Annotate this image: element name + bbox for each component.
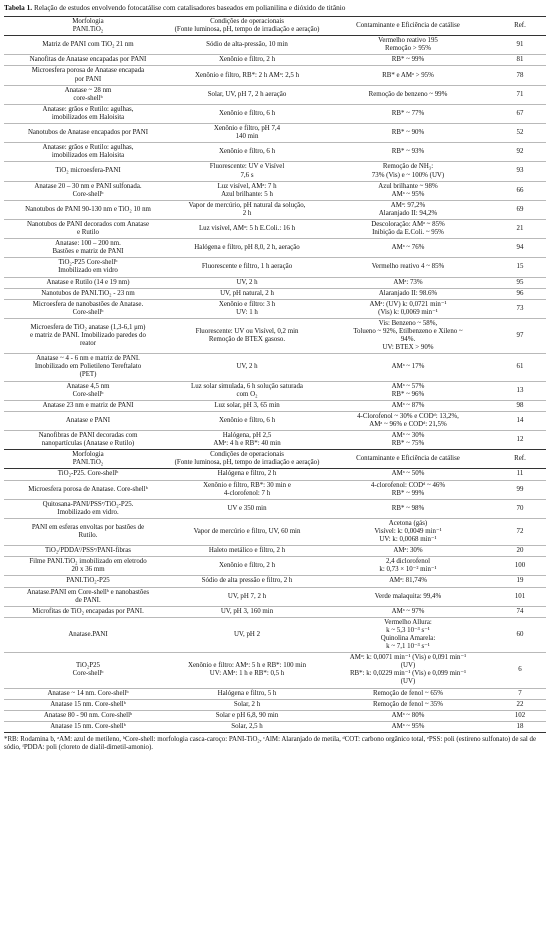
cell-contaminante: Remoção de fenol ~ 65%	[322, 688, 494, 699]
cell-condicoes: Xenônio e filtro, 6 h	[172, 411, 322, 430]
cell-ref: 93	[494, 162, 546, 181]
cell-ref: 78	[494, 66, 546, 85]
cell-ref: 70	[494, 499, 546, 518]
cell-morfologia: Anatase 15 nm. Core-shellᵇ	[4, 721, 172, 732]
cell-morfologia: Matriz de PANI com TiO₂ 21 nm	[4, 36, 172, 55]
table-caption	[4, 3, 546, 12]
cell-condicoes: Halógena, pH 2,5 AMᵃ: 4 h e RB*: 40 min	[172, 431, 322, 450]
cell-ref: 60	[494, 617, 546, 652]
cell-ref: 15	[494, 258, 546, 277]
cell-condicoes: Luz visível, AMᵃ: 7 h Azul brilhante: 5 h	[172, 181, 322, 200]
cell-condicoes: Xenônio e filtro, 6 h	[172, 143, 322, 162]
cell-morfologia: Filme PANI.TiO₂ imobilizado em eletrodo 20 x 36 mm	[4, 557, 172, 576]
cell-condicoes: Solar, UV, pH 7, 2 h aeração	[172, 85, 322, 104]
cell-condicoes: UV e 350 min	[172, 499, 322, 518]
table-row	[4, 557, 546, 576]
table-row	[4, 411, 546, 430]
cell-condicoes: Sódio de alta-pressão, 10 min	[172, 36, 322, 55]
cell-condicoes: Halógena e filtro, pH 8,0, 2 h, aeração	[172, 239, 322, 258]
cell-morfologia: TiO₂/PDDAᶠ/PSSᵉ/PANI-fibras	[4, 546, 172, 557]
table-row	[4, 480, 546, 499]
cell-condicoes: Solar, 2 h	[172, 699, 322, 710]
table-row	[4, 200, 546, 219]
col-header-ref: Ref.	[494, 17, 546, 36]
table-row	[4, 587, 546, 606]
cell-ref: 69	[494, 200, 546, 219]
table-row	[4, 162, 546, 181]
cell-morfologia: Anatase ~ 28 nm core-shellᵇ	[4, 85, 172, 104]
cell-contaminante: RB* ~ 90%	[322, 124, 494, 143]
cell-condicoes: Xenônio e filtro, 6 h	[172, 104, 322, 123]
cell-contaminante: RB* ~ 99%	[322, 55, 494, 66]
cell-ref: 94	[494, 239, 546, 258]
cell-contaminante: AMᵃ ~ 80%	[322, 710, 494, 721]
cell-morfologia: Anatase 80 - 90 nm. Core-shellᵇ	[4, 710, 172, 721]
table-row	[4, 499, 546, 518]
table-row	[4, 318, 546, 353]
cell-contaminante: 4-Clorofenol ~ 30% e CODᵈ: 13,2%, AMᵃ ~ 96% e CODᵈ: 21,5%	[322, 411, 494, 430]
cell-condicoes: UV, pH natural, 2 h	[172, 288, 322, 299]
cell-morfologia: Anatase 23 nm e matriz de PANI	[4, 400, 172, 411]
table-header-row	[4, 17, 546, 36]
cell-contaminante: AMᵃ ~ 57% RB* ~ 96%	[322, 381, 494, 400]
cell-contaminante: Alaranjado II: 98.6%	[322, 288, 494, 299]
table-footnote: *RB: Rodamina b, ᵃAM: azul de metileno, ᵇCore-shell: morfologia casca-caroço: PANI-TiO₂, ᶜAlM: Alaranjado de metila, ᵈCOT: carbono orgânico total, ᵉPSS: poli (estireno sulfonato) de sal de sódio, ᶠPDDA: poli (cloreto de dialil-dimetil-amonio).	[4, 735, 537, 752]
cell-condicoes: Xenônio e filtro: AMᵃ: 5 h e RB*: 100 min UV: AMᵃ: 1 h e RB*: 0,5 h	[172, 653, 322, 688]
cell-ref: 74	[494, 606, 546, 617]
cell-contaminante: Remoção de fenol ~ 35%	[322, 699, 494, 710]
cell-ref: 14	[494, 411, 546, 430]
cell-morfologia: Nanotubos de Anatase encapados por PANI	[4, 124, 172, 143]
table-row	[4, 710, 546, 721]
table-row	[4, 66, 546, 85]
cell-morfologia: Microfitas de TiO₂ encapadas por PANI.	[4, 606, 172, 617]
cell-contaminante: AMᵃ ~ 97%	[322, 606, 494, 617]
cell-condicoes: Xenônio e filtro, RB*: 30 min e 4-clorofenol: 7 h	[172, 480, 322, 499]
cell-morfologia: Microesfera de TiO₂ anatase (1,3-6,1 μm) e matriz de PANI. Imobilizado paredes do reator	[4, 318, 172, 353]
cell-ref: 12	[494, 431, 546, 450]
cell-condicoes: Sódio de alta pressão e filtro, 2 h	[172, 576, 322, 587]
cell-ref: 21	[494, 219, 546, 238]
cell-condicoes: Xenônio e filtro, pH 7,4 140 min	[172, 124, 322, 143]
cell-morfologia: Anatase 15 nm. Core-shellᵇ	[4, 699, 172, 710]
cell-morfologia: Quitosana-PANI/PSSᵉ/TiO₂-P25. Imobilizado em vidro.	[4, 499, 172, 518]
table-row	[4, 219, 546, 238]
cell-condicoes: UV, 2 h	[172, 277, 322, 288]
cell-ref: 18	[494, 721, 546, 732]
cell-morfologia: Nanofitas de Anatase encapadas por PANI	[4, 55, 172, 66]
col-header-morfologia: Morfologia PANI.TiO₂	[4, 450, 172, 469]
cell-condicoes: Fluorescente: UV e Visível 7,6 s	[172, 162, 322, 181]
table-row	[4, 721, 546, 732]
cell-contaminante: AMᵃ: 81,74%	[322, 576, 494, 587]
table-header-row-repeat	[4, 450, 546, 469]
cell-contaminante: AMᵃ ~ 17%	[322, 354, 494, 381]
col-header-ref: Ref.	[494, 450, 546, 469]
cell-morfologia: PANI em esferas envoltas por bastões de Rutilo.	[4, 518, 172, 545]
cell-contaminante: AMᵃ ~ 87%	[322, 400, 494, 411]
cell-ref: 6	[494, 653, 546, 688]
col-header-morfologia: Morfologia PANI.TiO₂	[4, 17, 172, 36]
cell-ref: 97	[494, 318, 546, 353]
cell-morfologia: Anatase: 100 – 200 nm. Bastões e matriz de PANI	[4, 239, 172, 258]
cell-ref: 20	[494, 546, 546, 557]
table-row	[4, 299, 546, 318]
cell-ref: 13	[494, 381, 546, 400]
cell-ref: 95	[494, 277, 546, 288]
cell-ref: 72	[494, 518, 546, 545]
cell-ref: 61	[494, 354, 546, 381]
cell-contaminante: Remoção de NH₃: 73% (Vis) e ~ 100% (UV)	[322, 162, 494, 181]
cell-condicoes: UV, pH 2	[172, 617, 322, 652]
table-row	[4, 55, 546, 66]
table-row	[4, 354, 546, 381]
cell-ref: 19	[494, 576, 546, 587]
cell-condicoes: Xenônio e filtro: 3 h UV: 1 h	[172, 299, 322, 318]
cell-contaminante: RB* e AMᵃ > 95%	[322, 66, 494, 85]
table-row	[4, 431, 546, 450]
cell-morfologia: Anatase e Rutilo (14 e 19 nm)	[4, 277, 172, 288]
cell-ref: 96	[494, 288, 546, 299]
table-row	[4, 239, 546, 258]
cell-contaminante: Remoção de benzeno ~ 99%	[322, 85, 494, 104]
cell-contaminante: Verde malaquita: 99,4%	[322, 587, 494, 606]
cell-contaminante: AMᵃ: 97,2% Alaranjado II: 94,2%	[322, 200, 494, 219]
table-row	[4, 606, 546, 617]
table-row	[4, 36, 546, 55]
cell-contaminante: 4-clorofenol: CODᵈ ~ 46% RB* ~ 99%	[322, 480, 494, 499]
cell-morfologia: Microesfera porosa de Anatase encapada por PANI	[4, 66, 172, 85]
table-body	[4, 17, 546, 733]
table-row	[4, 85, 546, 104]
cell-contaminante: RB* ~ 93%	[322, 143, 494, 162]
table-row	[4, 143, 546, 162]
cell-morfologia: Anatase: grãos e Rutilo: agulhas, imobilizados em Haloisita	[4, 104, 172, 123]
cell-contaminante: AMᵃ: k: 0,0071 min⁻¹ (Vis) e 0,091 min⁻¹ (UV) RB*: k: 0,0229 min⁻¹ (Vis) e 0,099 min⁻¹ (UV)	[322, 653, 494, 688]
cell-condicoes: UV, 2 h	[172, 354, 322, 381]
cell-morfologia: Anatase.PANI	[4, 617, 172, 652]
cell-condicoes: Fluorescente: UV ou Visível, 0,2 min Remoção de BTEX gasoso.	[172, 318, 322, 353]
cell-contaminante: Vermelho reativo 4 ~ 85%	[322, 258, 494, 277]
cell-contaminante: AMᵃ: 73%	[322, 277, 494, 288]
cell-condicoes: Xenônio e filtro, 2 h	[172, 55, 322, 66]
cell-morfologia: Nanotubos de PANI.TiO₂ - 23 nm	[4, 288, 172, 299]
cell-morfologia: Anatase ~ 4 - 6 nm e matriz de PANI. Imobilizado em Polietileno Tereftalato (PET)	[4, 354, 172, 381]
cell-morfologia: Microesfera de nanobastões de Anatase. Core-shellᵇ	[4, 299, 172, 318]
cell-morfologia: TiO₂-P25 Core-shellᵇ Imobilizado em vidro	[4, 258, 172, 277]
cell-contaminante: AMᵃ: (UV) k: 0,0721 min⁻¹ (Vis) k: 0,0069 min⁻¹	[322, 299, 494, 318]
cell-morfologia: Nanofibras de PANI decoradas com nanopartículas (Anatase e Rutilo)	[4, 431, 172, 450]
cell-ref: 92	[494, 143, 546, 162]
cell-condicoes: Halógena e filtro, 5 h	[172, 688, 322, 699]
cell-ref: 67	[494, 104, 546, 123]
cell-condicoes: Luz solar simulada, 6 h solução saturada com O₂	[172, 381, 322, 400]
table-row	[4, 518, 546, 545]
cell-contaminante: 2,4 diclorofenol k: 0,73 × 10⁻² min⁻¹	[322, 557, 494, 576]
col-header-contaminante: Contaminante e Eficiência de catálise	[322, 17, 494, 36]
cell-morfologia: Anatase ~ 14 nm. Core-shellᵇ	[4, 688, 172, 699]
caption-label: Tabela 1.	[4, 3, 33, 12]
cell-morfologia: TiO₂-P25. Core-shellᵇ	[4, 469, 172, 480]
cell-ref: 91	[494, 36, 546, 55]
cell-condicoes: Haleto metálico e filtro, 2 h	[172, 546, 322, 557]
cell-ref: 101	[494, 587, 546, 606]
table-row	[4, 400, 546, 411]
cell-contaminante: AMᵃ: 30%	[322, 546, 494, 557]
cell-condicoes: UV, pH 3, 160 min	[172, 606, 322, 617]
cell-contaminante: Azul brilhante ~ 98% AMᵃ ~ 95%	[322, 181, 494, 200]
cell-ref: 100	[494, 557, 546, 576]
cell-condicoes: Xenônio e filtro, RB*: 2 h AMᵃ: 2,5 h	[172, 66, 322, 85]
cell-ref: 73	[494, 299, 546, 318]
cell-ref: 71	[494, 85, 546, 104]
cell-contaminante: AMᵃ ~ 95%	[322, 721, 494, 732]
cell-morfologia: PANI.TiO₂-P25	[4, 576, 172, 587]
cell-condicoes: Vapor de mercúrio, pH natural da solução, 2 h	[172, 200, 322, 219]
cell-contaminante: AMᵃ ~ 76%	[322, 239, 494, 258]
cell-contaminante: Vermelho Allura: k ~ 5,3 10⁻³ s⁻¹ Quinolina Amarela: k ~ 7,1 10⁻³ s⁻¹	[322, 617, 494, 652]
cell-morfologia: Anatase.PANI em Core-shellᵇ e nanobastões de PANI.	[4, 587, 172, 606]
studies-table	[4, 16, 546, 733]
cell-contaminante: Descoloração: AMᵃ ~ 85% Inibição da E.Coli. ~ 95%	[322, 219, 494, 238]
cell-ref: 98	[494, 400, 546, 411]
table-row	[4, 617, 546, 652]
table-row	[4, 381, 546, 400]
col-header-condicoes: Condições de operacionais (Fonte luminosa, pH, tempo de irradiação e aeração)	[172, 450, 322, 469]
table-row	[4, 277, 546, 288]
table-row	[4, 469, 546, 480]
cell-ref: 11	[494, 469, 546, 480]
cell-condicoes: Luz visível, AMᵃ: 5 h E.Coli.: 16 h	[172, 219, 322, 238]
cell-contaminante: AMᵃ ~ 50%	[322, 469, 494, 480]
col-header-condicoes: Condições de operacionais (Fonte luminosa, pH, tempo de irradiação e aeração)	[172, 17, 322, 36]
cell-ref: 81	[494, 55, 546, 66]
cell-morfologia: Anatase 20 – 30 nm e PANI sulfonada. Core-shellᵇ	[4, 181, 172, 200]
cell-contaminante: Acetona (gás) Visível: k: 0,0049 min⁻¹ UV: k: 0,0068 min⁻¹	[322, 518, 494, 545]
cell-ref: 22	[494, 699, 546, 710]
cell-morfologia: Microesfera porosa de Anatase. Core-shellᵇ	[4, 480, 172, 499]
cell-condicoes: Halógena e filtro, 2 h	[172, 469, 322, 480]
cell-ref: 66	[494, 181, 546, 200]
cell-contaminante: Vis: Benzeno ~ 58%, Tolueno ~ 92%, Etilbenzeno e Xileno ~ 94%. UV: BTEX > 90%	[322, 318, 494, 353]
table-row	[4, 576, 546, 587]
cell-morfologia: Nanotubos de PANI decorados com Anatase e Rutilo	[4, 219, 172, 238]
cell-condicoes: Vapor de mercúrio e filtro, UV, 60 min	[172, 518, 322, 545]
table-row	[4, 688, 546, 699]
cell-condicoes: Solar e pH 6,8, 90 min	[172, 710, 322, 721]
table-row	[4, 124, 546, 143]
cell-contaminante: RB* ~ 77%	[322, 104, 494, 123]
table-row	[4, 104, 546, 123]
col-header-contaminante: Contaminante e Eficiência de catálise	[322, 450, 494, 469]
cell-morfologia: TiO₂ microesfera-PANI	[4, 162, 172, 181]
cell-contaminante: Vermelho reativo 195 Remoção > 95%	[322, 36, 494, 55]
cell-ref: 7	[494, 688, 546, 699]
cell-condicoes: Fluorescente e filtro, 1 h aeração	[172, 258, 322, 277]
cell-condicoes: UV, pH 7, 2 h	[172, 587, 322, 606]
caption-text: Relação de estudos envolvendo fotocatálise com catalisadores baseados em polianilina e dióxido de titânio	[32, 3, 346, 12]
cell-contaminante: RB* ~ 98%	[322, 499, 494, 518]
cell-ref: 52	[494, 124, 546, 143]
cell-condicoes: Luz solar, pH 3, 65 min	[172, 400, 322, 411]
cell-morfologia: Nanotubos de PANI 90-130 nm e TiO₂ 10 nm	[4, 200, 172, 219]
cell-morfologia: Anatase e PANI	[4, 411, 172, 430]
cell-condicoes: Solar, 2,5 h	[172, 721, 322, 732]
cell-morfologia: Anatase 4,5 nm Core-shellᵇ	[4, 381, 172, 400]
cell-morfologia: TiO₂P25 Core-shellᵇ	[4, 653, 172, 688]
table-row	[4, 699, 546, 710]
table-row	[4, 546, 546, 557]
table-row	[4, 653, 546, 688]
table-row	[4, 258, 546, 277]
cell-ref: 102	[494, 710, 546, 721]
cell-ref: 99	[494, 480, 546, 499]
cell-contaminante: AMᵃ ~ 30% RB* ~ 75%	[322, 431, 494, 450]
table-row	[4, 288, 546, 299]
table-row	[4, 181, 546, 200]
cell-morfologia: Anatase: grãos e Rutilo: agulhas, imobilizados em Haloisita	[4, 143, 172, 162]
cell-condicoes: Xenônio e filtro, 2 h	[172, 557, 322, 576]
